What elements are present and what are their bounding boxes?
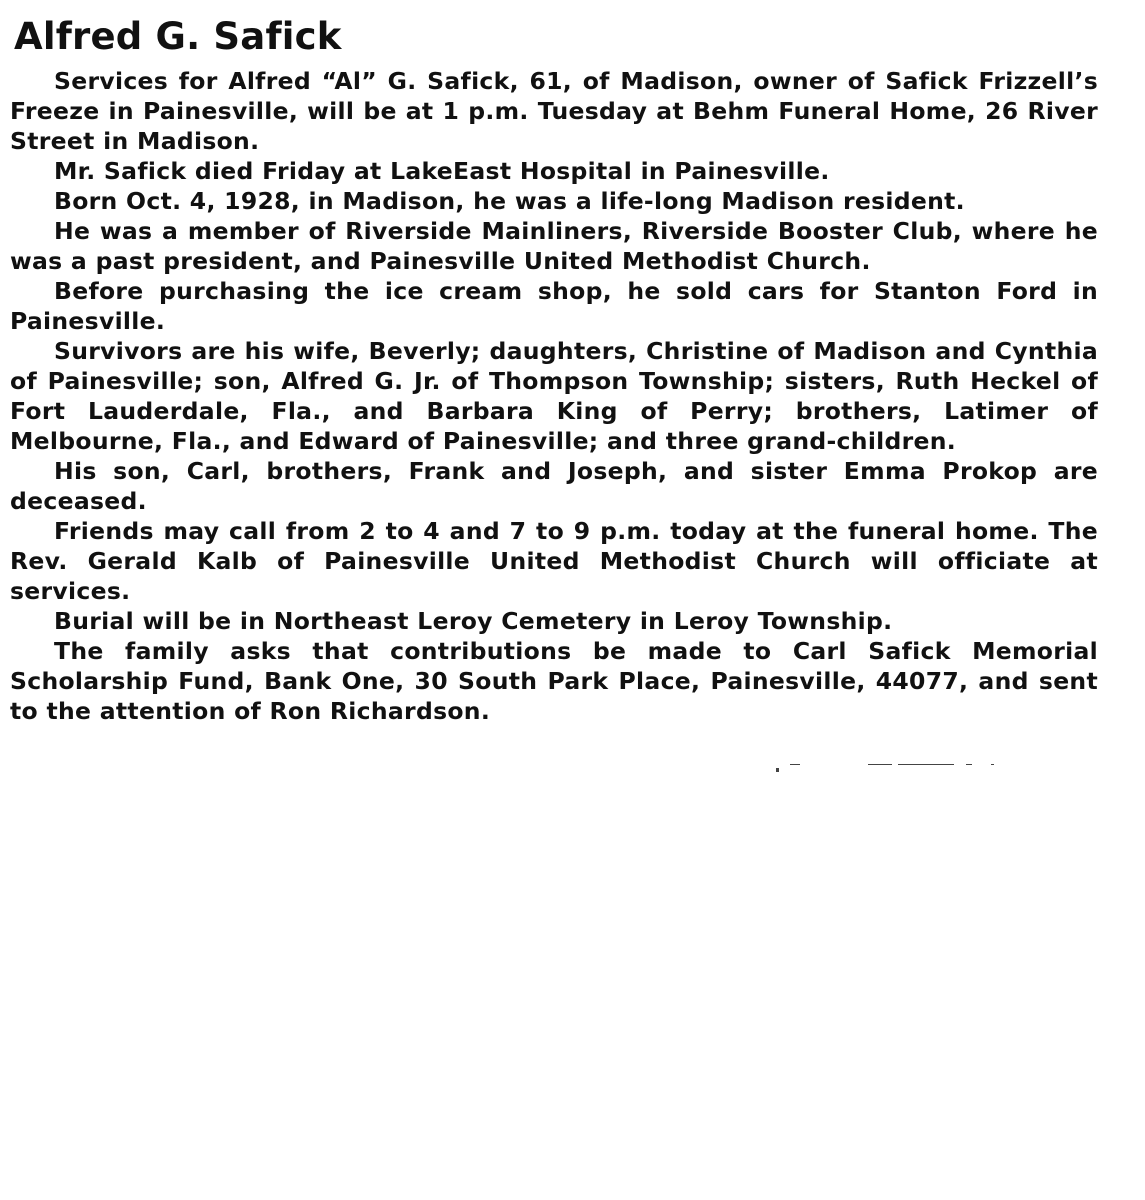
obituary-article [10, 14, 1098, 726]
paragraph-services: Services for Alfred “Al” G. Safick, 61, of Madison, owner of Safick Frizzell’s Freeze in Painesville, will be at 1 p.m. Tuesday at Behm Funeral Home, 26 River Street in Madison. [10, 67, 1098, 155]
edge-mark [991, 764, 994, 765]
paragraph-birth: Born Oct. 4, 1928, in Madison, he was a life-long Madison resident. [54, 187, 965, 215]
headline: Alfred G. Safick [14, 15, 342, 58]
paragraph-visitation: Friends may call from 2 to 4 and 7 to 9 p.m. today at the funeral home. The Rev. Gerald Kalb of Painesville United Methodist Church will officiate at services. [10, 517, 1098, 605]
edge-mark [790, 764, 800, 765]
paragraph-memberships: He was a member of Riverside Mainliners, Riverside Booster Club, where he was a past president, and Painesville United Methodist Church. [10, 217, 1098, 275]
edge-mark [776, 768, 779, 772]
paragraph-burial: Burial will be in Northeast Leroy Cemetery in Leroy Township. [54, 607, 893, 635]
edge-mark [898, 764, 954, 765]
obituary-body [10, 66, 1098, 726]
paragraph-death: Mr. Safick died Friday at LakeEast Hospital in Painesville. [54, 157, 830, 185]
paragraph-deceased: His son, Carl, brothers, Frank and Joseph, and sister Emma Prokop are deceased. [10, 457, 1098, 515]
paragraph-survivors: Survivors are his wife, Beverly; daughters, Christine of Madison and Cynthia of Painesville; son, Alfred G. Jr. of Thompson Township; sisters, Ruth Heckel of Fort Lauderdale, Fla., and Barbara King of Perry; brothers, Latimer of Melbourne, Fla., and Edward of Painesville; and three grand-children. [10, 337, 1098, 455]
paragraph-contributions: The family asks that contributions be made to Carl Safick Memorial Scholarship Fund, Bank One, 30 South Park Place, Painesville, 44077, and sent to the attention of Ron Richardson. [10, 637, 1098, 725]
edge-mark [966, 764, 972, 765]
paragraph-career: Before purchasing the ice cream shop, he sold cars for Stanton Ford in Painesville. [10, 277, 1098, 335]
edge-mark [868, 764, 892, 765]
clipping-edge-marks [776, 764, 996, 774]
